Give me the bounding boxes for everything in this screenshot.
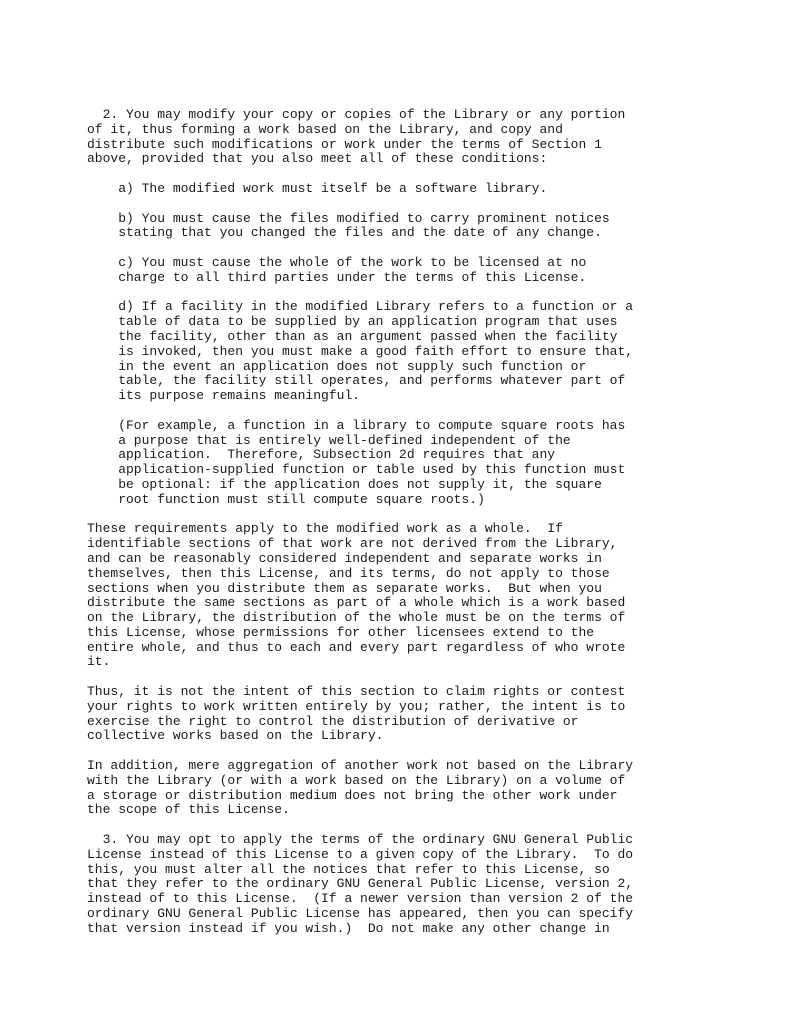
- license-text: 2. You may modify your copy or copies of the Library or any portion of it, thus forming a work based on the Library, and copy and distribute such modifications or work under the terms of Section 1 above, provided that you also meet all of these conditions: a) The modified work must itself be a software library. b) You must cause the files modified to carry prominent notices stating that you changed the files and the date of any change. c) You must cause the whole of the work to be licensed at no charge to all third parties under the terms of this License. d) If a facility in the modified Library refers to a function or a table of data to be supplied by an application program that uses the facility, other than as an argument passed when the facility is invoked, then you must make a good faith effort to ensure that, in the event an application does not supply such function or table, the facility still operates, and performs whatever part of its purpose remains meaningful. (For example, a function in a library to compute square roots has a purpose that is entirely well-defined independent of the application. Therefore, Subsection 2d requires that any application-supplied function or table used by this function must be optional: if the application does not supply it, the square root function must still compute square roots.) These requirements apply to the modified work as a whole. If identifiable sections of that work are not derived from the Library, and can be reasonably considered independent and separate works in themselves, then this License, and its terms, do not apply to those sections when you distribute them as separate works. But when you distribute the same sections as part of a whole which is a work based on the Library, the distribution of the whole must be on the terms of this License, whose permissions for other licensees extend to the entire whole, and thus to each and every part regardless of who wrote it. Thus, it is not the intent of this section to claim rights or contest your rights to work written entirely by you; rather, the intent is to exercise the right to control the distribution of derivative or collective works based on the Library. In addition, mere aggregation of another work not based on the Library with the Library (or with a work based on the Library) on a volume of a storage or distribution medium does not bring the other work under the scope of this License. 3. You may opt to apply the terms of the ordinary GNU General Public License instead of this License to a given copy of the Library. To do this, you must alter all the notices that refer to this License, so that they refer to the ordinary GNU General Public License, version 2, instead of to this License. (If a newer version than version 2 of the ordinary GNU General Public License has appeared, then you can specify that version instead if you wish.) Do not make any other change in: [87, 107, 634, 936]
